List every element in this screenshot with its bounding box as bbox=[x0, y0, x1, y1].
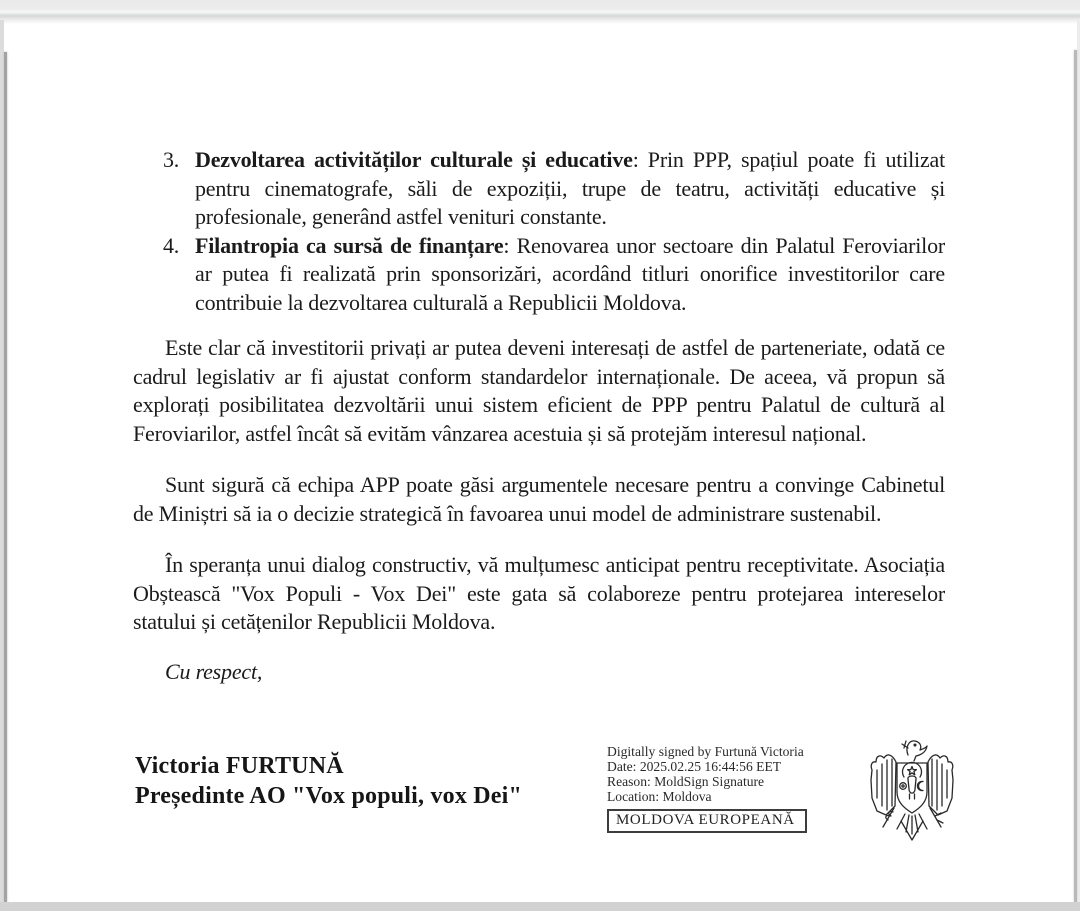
numbered-list bbox=[133, 146, 945, 317]
body-paragraph-1: Este clar că investitorii privați ar putea deveni interesați de astfel de parteneriate, odată ce cadrul legislativ ar fi ajustat conform standardelor internaționale. De aceea, vă propun să explorați posibilitatea dezvoltării unui sistem eficient de PPP pentru Palatul de cultură al Feroviarilor, astfel încât să evităm vânzarea acestuia și să protejăm interesul național. bbox=[133, 335, 945, 446]
scan-edge-top bbox=[0, 0, 1080, 24]
list-item-rest: : Renovarea unor sectoare din Palatul Feroviarilor ar putea fi realizată prin sponsorizări, acordând titluri onorifice investitorilor care contribuie la dezvoltarea culturală a Republicii Moldova. bbox=[195, 232, 945, 315]
scan-edge-bottom bbox=[0, 902, 1080, 911]
signature-detail-line: Digitally signed by Furtună Victoria bbox=[607, 744, 804, 759]
signatory-title: Președinte AO "Vox populi, vox Dei" bbox=[135, 783, 523, 809]
letter-body bbox=[133, 146, 945, 686]
list-item-number: 4. bbox=[163, 232, 180, 258]
scan-edge-right-line bbox=[1074, 50, 1077, 902]
closing-salutation: Cu respect, bbox=[165, 658, 263, 684]
list-item-text bbox=[195, 146, 945, 232]
list-item-lead: Filantropia ca sursă de finanțare bbox=[195, 232, 504, 258]
list-item-3 bbox=[133, 146, 945, 232]
list-item-4 bbox=[133, 232, 945, 318]
digital-signature-block bbox=[607, 745, 807, 833]
signature-detail-line: Date: 2025.02.25 16:44:56 EET bbox=[607, 758, 782, 774]
signatory-block bbox=[135, 751, 522, 811]
moldova-coat-of-arms-icon bbox=[861, 736, 963, 850]
list-item-lead: Dezvoltarea activităților culturale și educative bbox=[195, 147, 633, 172]
list-item-number: 3. bbox=[163, 147, 180, 172]
list-item-text bbox=[195, 232, 945, 318]
body-paragraph-3: În speranța unui dialog constructiv, vă mulțumesc anticipat pentru receptivitate. Asociația Obștească "Vox Populi - Vox Dei" este gata să colaboreze pentru protejarea intereselor statului și cetățenilor Republicii Moldova. bbox=[133, 552, 945, 634]
signatory-name: Victoria FURTUNĂ bbox=[135, 753, 344, 779]
signature-detail-line: Reason: MoldSign Signature bbox=[607, 773, 765, 789]
scan-edge-left-line bbox=[4, 52, 7, 902]
signature-detail-line: Location: Moldova bbox=[607, 788, 712, 804]
list-item-rest: : Prin PPP, spațiul poate fi utilizat pentru cinematografe, săli de expoziții, trupe de teatru, activități educative și profesionale, generând astfel venituri constante. bbox=[195, 147, 945, 229]
body-paragraph-2: Sunt sigură că echipa APP poate găsi argumentele necesare pentru a convinge Cabinetul de Miniștri să ia o decizie strategică în favoarea unui model de administrare sustenabil. bbox=[133, 472, 945, 526]
moldova-europeana-stamp: MOLDOVA EUROPEANĂ bbox=[607, 809, 807, 833]
